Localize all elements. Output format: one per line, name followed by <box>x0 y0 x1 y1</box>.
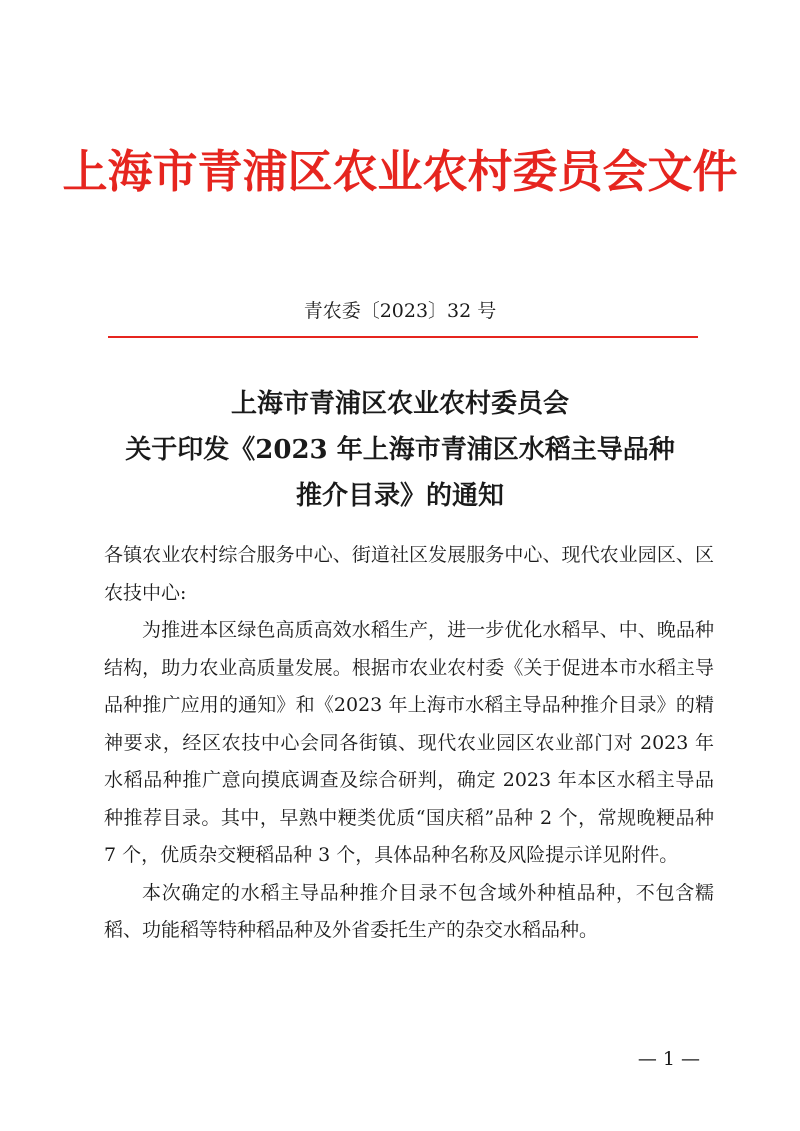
notice-title-line-3: 推介目录》的通知 <box>295 481 504 511</box>
notice-title <box>0 381 800 519</box>
document-number: 青农委〔2023〕32 号 <box>303 300 497 322</box>
page-number: — 1 — <box>637 1048 700 1070</box>
body-paragraph-2: 本次确定的水稻主导品种推介目录不包含域外种植品种，不包含糯稻、功能稻等特种稻品种及外省委托生产的杂交水稻品种。 <box>104 881 714 941</box>
notice-body <box>104 537 714 950</box>
notice-title-line-1: 上海市青浦区农业农村委员会 <box>230 389 569 419</box>
notice-title-line-2: 关于印发《2023 年上海市青浦区水稻主导品种 <box>125 435 675 465</box>
red-separator-rule <box>108 336 698 338</box>
addressees: 各镇农业农村综合服务中心、街道社区发展服务中心、现代农业园区、区农技中心: <box>104 544 714 604</box>
issuer-header-title: 上海市青浦区农业农村委员会文件 <box>62 145 738 198</box>
body-paragraph-1: 为推进本区绿色高质高效水稻生产，进一步优化水稻早、中、晚品种结构，助力农业高质量发展。根据市农业农村委《关于促进本市水稻主导品种推广应用的通知》和《2023 年上海市水稻主导品种推介目录》的精神要求，经区农技中心会同各街镇、现代农业园区农业部门对 2023 年水稻品种推广意向摸底调查及综合研判，确定 2023 年本区水稻主导品种推荐目录。其中，早熟中粳类优质“国庆稻”品种 2 个，常规晚粳品种 7 个，优质杂交粳稻品种 3 个，具体品种名称及风险提示详见附件。 <box>104 619 714 866</box>
